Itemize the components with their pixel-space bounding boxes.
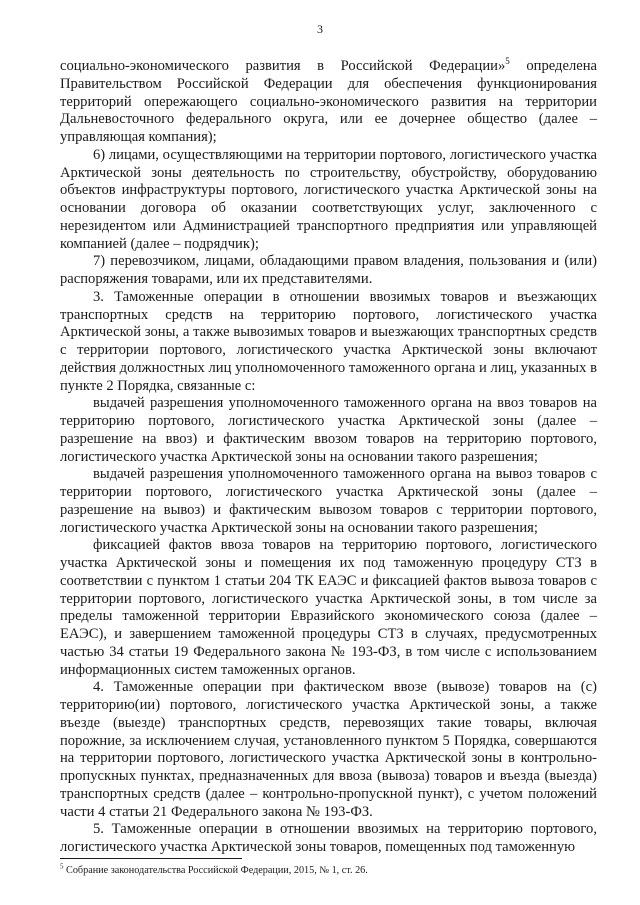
page-number: 3	[317, 22, 323, 36]
paragraph-clause-5: 5. Таможенные операции в отношении ввозимых на территорию портового, логистического участка Арктической зоны товаров, помещенных под таможенную	[60, 821, 597, 855]
footnote-divider	[60, 858, 242, 859]
paragraph-clause-4: 4. Таможенные операции при фактическом ввозе (вывозе) товаров на (с) территорию(ии) портового, логистического участка Арктической зоны, а также въезде (выезде) транспортных средств, перевозящих такие товары, включая порожние, за исключением случая, установленного пунктом 5 Порядка, совершаются на территории портового, логистического участка Арктической зоны в контрольно-пропускных пунктах, предназначенных для ввоза (вывоза) товаров и въезда (выезда) транспортных средств (далее – контрольно-пропускной пункт), с учетом положений части 4 статьи 21 Федерального закона № 193-ФЗ.	[60, 679, 597, 820]
body-text	[60, 58, 597, 857]
paragraph-fixation: фиксацией фактов ввоза товаров на территорию портового, логистического участка Арктической зоны и помещения их под таможенную процедуру СТЗ в соответствии с пунктом 1 статьи 204 ТК ЕАЭС и фиксацией фактов вывоза товаров с территории портового, логистического участка Арктической зоны, в том числе за пределы таможенной территории Евразийского экономического союза (далее – ЕАЭС), и завершением таможенной процедуры СТЗ в случаях, предусмотренных частью 34 статьи 19 Федерального закона № 193-ФЗ, в том числе с использованием информационных систем таможенных органов.	[60, 537, 597, 678]
footnote	[60, 864, 597, 877]
footnote-number: 5	[60, 862, 64, 871]
paragraph-text: социально-экономического развития в Российской Федерации»	[60, 58, 506, 74]
paragraph-continuation	[60, 58, 597, 147]
paragraph-text: определена Правительством Российской Федерации для обеспечения функционирования территорий опережающего социально-экономического развития на территории Дальневосточного федерального округа, или ее дочернее общество (далее – управляющая компания);	[60, 58, 597, 145]
paragraph-item-6: 6) лицами, осуществляющими на территории портового, логистического участка Арктической зоны деятельность по строительству, обустройству, оборудованию объектов инфраструктуры портового, логистического участка Арктической зоны на основании договора об оказании соответствующих услуг, заключенного с нерезидентом или Администрацией транспортного предприятия или управляющей компанией (далее – подрядчик);	[60, 146, 597, 252]
footnote-reference: 5	[505, 56, 510, 67]
paragraph-item-7: 7) перевозчиком, лицами, обладающими правом владения, пользования и (или) распоряжения товарами, или их представителями.	[60, 253, 597, 287]
paragraph-clause-3: 3. Таможенные операции в отношении ввозимых товаров и въезжающих транспортных средств на территорию портового, логистического участка Арктической зоны, а также вывозимых товаров и выезжающих транспортных средств с территории портового, логистического участка Арктической зоны включают действия должностных лиц уполномоченного таможенного органа и лиц, указанных в пункте 2 Порядка, связанные с:	[60, 288, 597, 394]
footnote-text: Собрание законодательства Российской Федерации, 2015, № 1, ст. 26.	[63, 865, 368, 876]
paragraph-export-permit: выдачей разрешения уполномоченного таможенного органа на вывоз товаров с территории портового, логистического участка Арктической зоны (далее – разрешение на вывоз) и фактическим вывозом товаров с территории портового, логистического участка Арктической зоны на основании такого разрешения;	[60, 466, 597, 536]
paragraph-import-permit: выдачей разрешения уполномоченного таможенного органа на ввоз товаров на территорию портового, логистического участка Арктической зоны (далее – разрешение на ввоз) и фактическим ввозом товаров на территорию портового, логистического участка Арктической зоны на основании такого разрешения;	[60, 395, 597, 465]
